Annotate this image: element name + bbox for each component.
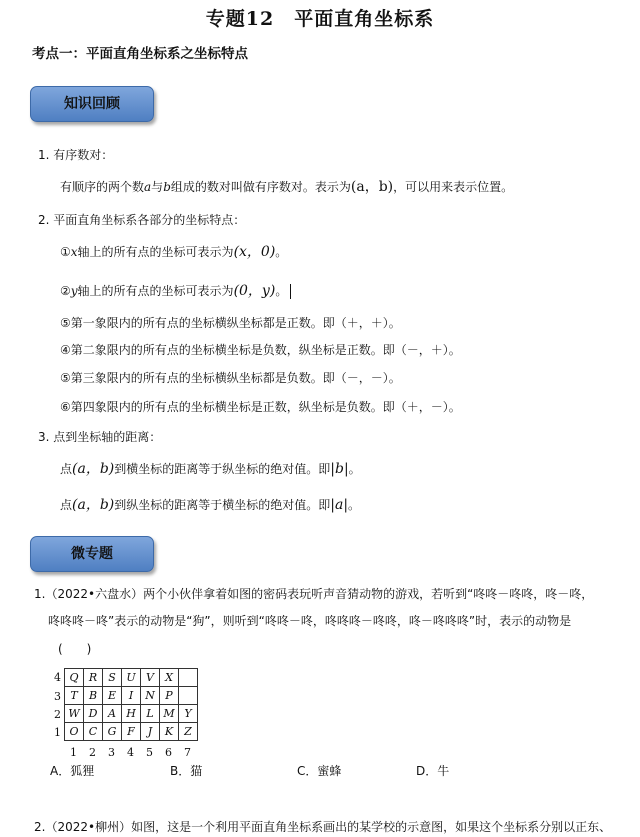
- grid-cell: I: [122, 687, 141, 705]
- cipher-table: [50, 668, 198, 760]
- grid-column-label: 5: [146, 746, 153, 759]
- grid-cell: K: [160, 723, 179, 741]
- grid-column-labels: [64, 741, 198, 760]
- page-title: 专题12 平面直角坐标系: [205, 8, 435, 30]
- topic-heading: 考点一：平面直角坐标系之坐标特点: [32, 46, 248, 62]
- grid-row: [64, 723, 198, 741]
- grid-cell: R: [84, 669, 103, 687]
- grid-column-label: 6: [165, 746, 172, 759]
- grid-cell: W: [65, 705, 84, 723]
- grid-column-label: 7: [184, 746, 191, 759]
- grid-cell: B: [84, 687, 103, 705]
- grid-cell: V: [141, 669, 160, 687]
- item3-distance2: 点(a，b)到纵坐标的距离等于横坐标的绝对值。即|a|。: [60, 497, 361, 513]
- question1-line1: 1.（2022•六盘水）两个小伙伴拿着如图的密码表玩听声音猜动物的游戏，若听到“咚咚－咚咚，咚－咚，: [34, 587, 594, 601]
- grid-cell: D: [84, 705, 103, 723]
- grid-column-label: 3: [108, 746, 115, 759]
- grid-cell: [179, 669, 198, 687]
- item3-distance1: 点(a，b)到横坐标的距离等于纵坐标的绝对值。即|b|。: [60, 461, 361, 477]
- grid-corner: [50, 741, 64, 760]
- grid-row: [64, 668, 198, 687]
- grid-row-label: 4: [54, 671, 61, 684]
- item2-point3: ⑤第一象限内的所有点的坐标横纵坐标都是正数。即（＋，＋）。: [60, 316, 401, 330]
- grid-cell: P: [160, 687, 179, 705]
- text-cursor: [290, 284, 291, 299]
- question1-line2: 咚咚咚－咚”表示的动物是“狗”，则听到“咚咚－咚，咚咚咚－咚咚，咚－咚咚咚”时，表示的动物是: [48, 614, 572, 628]
- grid-column-label: 1: [70, 746, 77, 759]
- question2-line1: 2.（2022•柳州）如图，这是一个利用平面直角坐标系画出的某学校的示意图，如果这个坐标系分别以正东、: [34, 820, 612, 834]
- grid-cell: Z: [179, 723, 198, 741]
- item2-point2: ②y轴上的所有点的坐标可表示为(0，y)。: [60, 280, 291, 300]
- item2-point4: ④第二象限内的所有点的坐标横坐标是负数，纵坐标是正数。即（－，＋）。: [60, 343, 461, 357]
- grid-cell: C: [84, 723, 103, 741]
- grid-cell: N: [141, 687, 160, 705]
- grid-cell: Y: [179, 705, 198, 723]
- question1-option-d: D．牛: [416, 764, 450, 778]
- question1-answer-blank: ( ): [58, 642, 92, 656]
- grid-cell: U: [122, 669, 141, 687]
- grid-cell: T: [65, 687, 84, 705]
- grid-column-label: 4: [127, 746, 134, 759]
- section-label-knowledge-review: 知识回顾: [30, 86, 154, 122]
- item1-heading: 1. 有序数对：: [38, 148, 114, 162]
- grid-cell: G: [103, 723, 122, 741]
- item2-point6: ⑥第四象限内的所有点的坐标横坐标是正数，纵坐标是负数。即（＋，－）。: [60, 400, 461, 414]
- section-label-micro-topic: 微专题: [30, 536, 154, 572]
- question1-option-a: A．狐狸: [50, 764, 95, 778]
- grid-row: [64, 687, 198, 705]
- grid-cell: J: [141, 723, 160, 741]
- grid-cell: S: [103, 669, 122, 687]
- grid-cell: L: [141, 705, 160, 723]
- grid-cell: A: [103, 705, 122, 723]
- grid-row: [64, 705, 198, 723]
- grid-row-label: 2: [54, 707, 61, 721]
- item2-point5: ⑤第三象限内的所有点的坐标横纵坐标都是负数。即（－，－）。: [60, 371, 401, 385]
- grid-cell: F: [122, 723, 141, 741]
- grid-cell: [179, 687, 198, 705]
- item2-point1: ①x轴上的所有点的坐标可表示为(x，0)。: [60, 244, 288, 260]
- grid-cell: M: [160, 705, 179, 723]
- grid-cell: Q: [65, 669, 84, 687]
- grid-cell: H: [122, 705, 141, 723]
- item2-heading: 2. 平面直角坐标系各部分的坐标特点：: [38, 213, 246, 227]
- grid-cell: O: [65, 723, 84, 741]
- item1-definition: 有顺序的两个数a与b组成的数对叫做有序数对。表示为(a，b)，可以用来表示位置。: [60, 179, 514, 195]
- grid-cell: E: [103, 687, 122, 705]
- question1-option-c: C．蜜蜂: [297, 764, 342, 778]
- question1-option-b: B．猫: [170, 764, 203, 778]
- grid-row-label: 1: [54, 725, 61, 739]
- grid-column-label: 2: [89, 746, 96, 759]
- item3-heading: 3. 点到坐标轴的距离：: [38, 430, 162, 444]
- grid-cell: X: [160, 669, 179, 687]
- grid-row-label: 3: [54, 689, 61, 703]
